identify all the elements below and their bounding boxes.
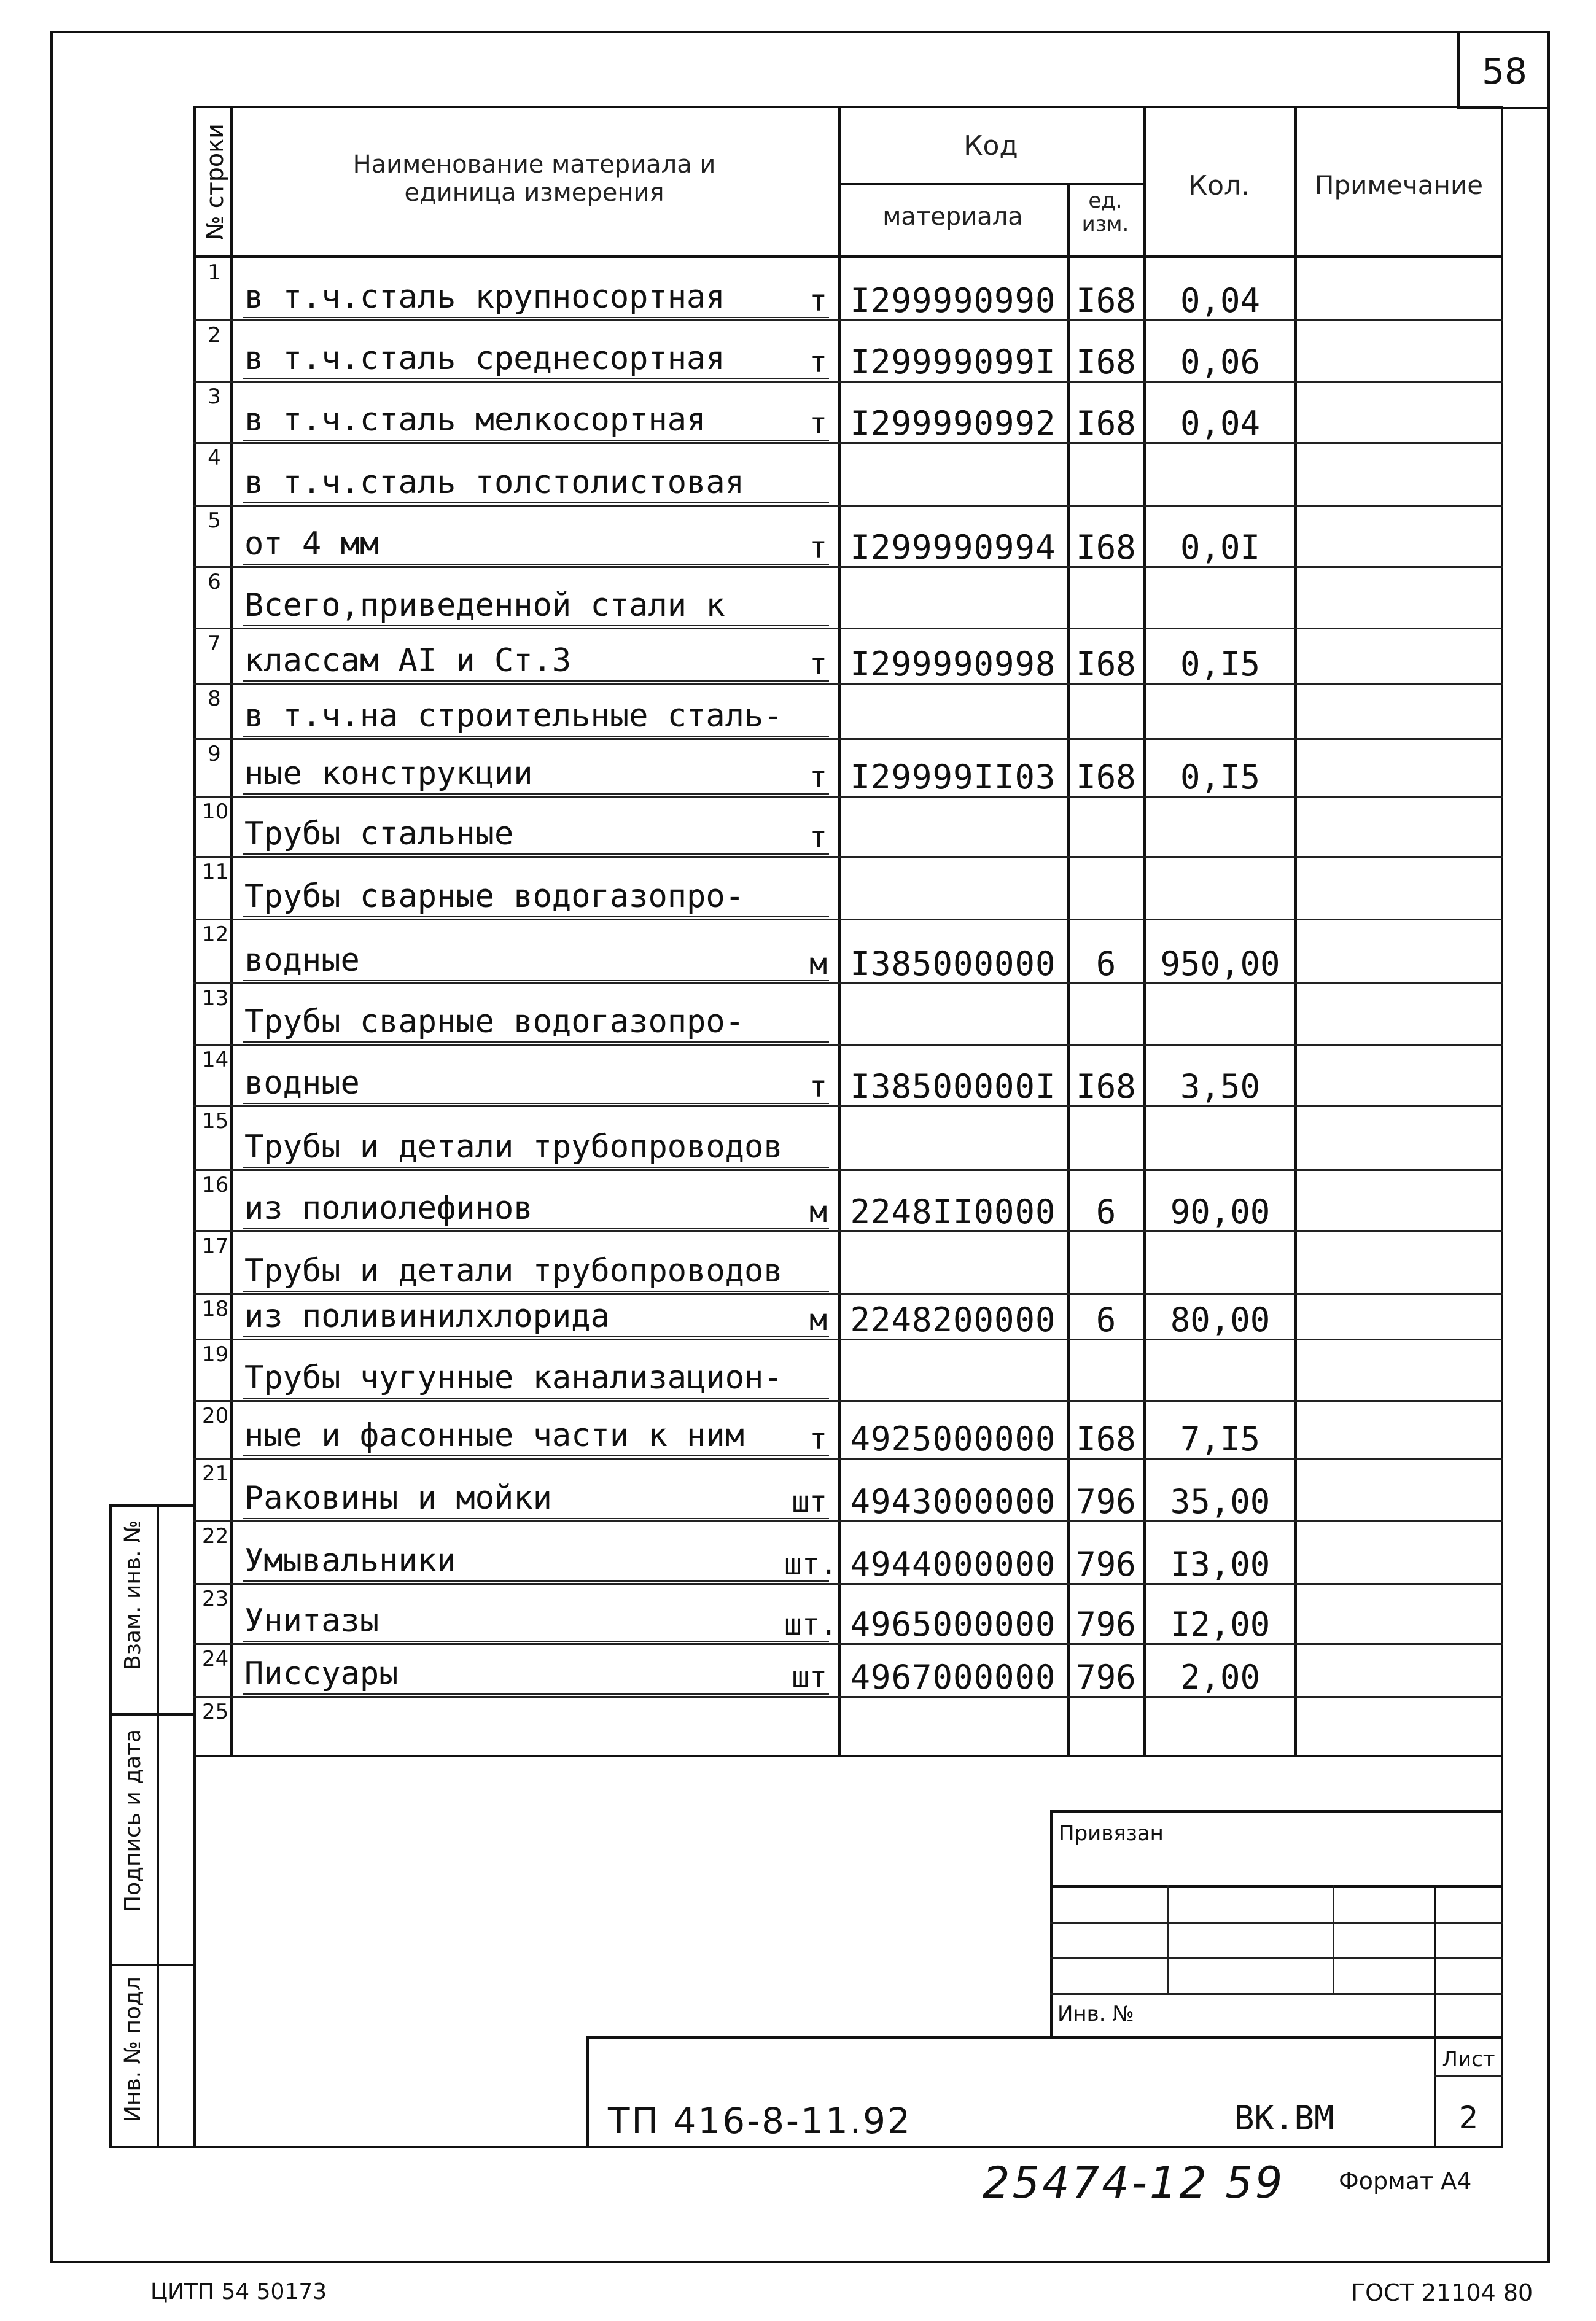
row-number: 2 bbox=[208, 323, 221, 348]
row-quantity: 2,00 bbox=[1180, 1658, 1261, 1697]
row-underline bbox=[243, 1518, 829, 1519]
row-material-name: ные и фасонные части к ним bbox=[244, 1417, 744, 1454]
row-material-name: Унитазы bbox=[244, 1603, 380, 1639]
row-underline bbox=[243, 793, 829, 795]
row-material-name: в т.ч.на строительные сталь- bbox=[244, 698, 783, 734]
header-qty: Кол. bbox=[1188, 170, 1250, 201]
row-unit-code: I68 bbox=[1076, 281, 1136, 320]
row-divider bbox=[193, 1230, 1503, 1232]
row-material-name: в т.ч.сталь среднесортная bbox=[244, 340, 725, 377]
header-code-material: материала bbox=[882, 203, 1023, 231]
row-material-name: из полиолефинов bbox=[244, 1190, 533, 1227]
row-underline bbox=[243, 1167, 829, 1168]
row-number: 21 bbox=[202, 1461, 229, 1486]
footer-format: Формат А4 bbox=[1339, 2167, 1472, 2195]
row-number: 20 bbox=[202, 1404, 229, 1428]
stamp-grid-col-2 bbox=[1333, 1885, 1334, 1993]
row-unit: т bbox=[809, 531, 827, 565]
row-divider bbox=[193, 1583, 1503, 1585]
row-underline bbox=[243, 1228, 829, 1229]
row-material-name: в т.ч.сталь крупносортная bbox=[244, 279, 725, 316]
row-number: 14 bbox=[202, 1048, 229, 1072]
row-divider bbox=[193, 856, 1503, 858]
row-divider bbox=[193, 1696, 1503, 1698]
row-divider bbox=[193, 738, 1503, 740]
row-quantity: 3,50 bbox=[1180, 1067, 1261, 1106]
header-code: Код bbox=[963, 130, 1018, 161]
row-divider bbox=[193, 1169, 1503, 1171]
row-number: 12 bbox=[202, 922, 229, 947]
side-label-inv-podl: Инв. № подл bbox=[120, 1977, 146, 2122]
row-number: 13 bbox=[202, 986, 229, 1011]
row-unit: шт. bbox=[784, 1547, 838, 1582]
row-divider bbox=[193, 796, 1503, 798]
row-number: 17 bbox=[202, 1234, 229, 1259]
row-material-code: I299990990 bbox=[850, 281, 1056, 320]
row-quantity: I2,00 bbox=[1170, 1605, 1271, 1644]
row-divider bbox=[193, 442, 1503, 444]
row-material-code: 2248II0000 bbox=[850, 1192, 1056, 1231]
row-underline bbox=[243, 564, 829, 565]
header-bottom-line bbox=[193, 255, 1503, 258]
row-divider bbox=[193, 505, 1503, 507]
row-quantity: 0,I5 bbox=[1180, 645, 1261, 683]
row-quantity: 950,00 bbox=[1160, 944, 1280, 983]
row-quantity: 35,00 bbox=[1170, 1482, 1271, 1521]
row-unit-code: I68 bbox=[1076, 645, 1136, 683]
row-divider bbox=[193, 1105, 1503, 1107]
side-bottom bbox=[109, 2146, 193, 2148]
row-unit: т bbox=[809, 760, 827, 795]
row-unit: м bbox=[809, 1303, 827, 1337]
row-number: 15 bbox=[202, 1109, 229, 1133]
row-unit: т bbox=[809, 1070, 827, 1104]
row-number: 10 bbox=[202, 799, 229, 824]
row-number: 19 bbox=[202, 1342, 229, 1367]
row-number: 7 bbox=[208, 631, 221, 656]
stamp-privyazan: Привязан bbox=[1059, 1821, 1164, 1846]
table-body-bottom bbox=[193, 1755, 1503, 1757]
row-quantity: 0,I5 bbox=[1180, 758, 1261, 796]
row-quantity: I3,00 bbox=[1170, 1545, 1271, 1584]
page-number-divider bbox=[1457, 31, 1460, 109]
header-note: Примечание bbox=[1314, 170, 1484, 200]
row-underline bbox=[243, 980, 829, 981]
row-material-code: 4967000000 bbox=[850, 1658, 1056, 1697]
header-row-no: № строки bbox=[201, 123, 228, 240]
row-unit-code: 796 bbox=[1076, 1482, 1136, 1521]
row-quantity: 0,04 bbox=[1180, 281, 1261, 320]
row-underline bbox=[243, 1291, 829, 1292]
row-underline bbox=[243, 1041, 829, 1043]
row-unit-code: I68 bbox=[1076, 758, 1136, 796]
row-material-code: 4943000000 bbox=[850, 1482, 1056, 1521]
side-div-2 bbox=[109, 1964, 193, 1966]
row-number: 3 bbox=[208, 384, 221, 409]
row-number: 22 bbox=[202, 1524, 229, 1549]
row-unit-code: I68 bbox=[1076, 1067, 1136, 1106]
side-label-vzam: Взам. инв. № bbox=[120, 1520, 146, 1670]
side-div-1 bbox=[109, 1713, 193, 1716]
row-divider bbox=[193, 1339, 1503, 1340]
row-material-name: классам AI и Ст.3 bbox=[244, 642, 572, 679]
row-unit-code: I68 bbox=[1076, 1420, 1136, 1458]
row-underline bbox=[243, 680, 829, 682]
row-material-name: ные конструкции bbox=[244, 755, 533, 792]
header-code-unit: ед. изм. bbox=[1081, 189, 1129, 236]
row-unit-code: 6 bbox=[1096, 1192, 1116, 1231]
row-underline bbox=[243, 317, 829, 318]
stamp-doc-code: ТП 416-8-11.92 bbox=[608, 2100, 912, 2142]
page-number: 58 bbox=[1482, 50, 1527, 92]
row-underline bbox=[243, 502, 829, 503]
row-unit-code: 6 bbox=[1096, 944, 1116, 983]
row-number: 23 bbox=[202, 1587, 229, 1611]
row-number: 6 bbox=[208, 570, 221, 594]
side-label-podpis: Подпись и дата bbox=[120, 1728, 146, 1912]
row-underline bbox=[243, 1103, 829, 1104]
row-material-code: I29999II03 bbox=[850, 758, 1056, 796]
row-material-name: из поливинилхлорида bbox=[244, 1298, 610, 1335]
row-material-code: I38500000I bbox=[850, 1067, 1056, 1106]
row-material-name: Писсуары bbox=[244, 1655, 399, 1692]
row-quantity: 80,00 bbox=[1170, 1300, 1271, 1339]
row-unit-code: 796 bbox=[1076, 1605, 1136, 1644]
row-divider bbox=[193, 319, 1503, 321]
row-material-name: Трубы стальные bbox=[244, 815, 514, 852]
row-divider bbox=[193, 1293, 1503, 1295]
side-col-mid bbox=[157, 1504, 159, 2148]
row-number: 16 bbox=[202, 1173, 229, 1197]
row-material-name: в т.ч.сталь толстолистовая bbox=[244, 464, 744, 501]
row-unit: шт. bbox=[784, 1608, 838, 1642]
row-number: 11 bbox=[202, 860, 229, 884]
row-divider bbox=[193, 381, 1503, 383]
stamp-privyazan-left bbox=[1050, 1810, 1053, 2037]
row-unit-code: I68 bbox=[1076, 343, 1136, 381]
row-unit: м bbox=[809, 947, 827, 981]
footer-left-code: ЦИТП 54 50173 bbox=[150, 2279, 327, 2304]
row-number: 24 bbox=[202, 1647, 229, 1671]
row-number: 8 bbox=[208, 686, 221, 711]
row-unit-code: 796 bbox=[1076, 1545, 1136, 1584]
row-divider bbox=[193, 1400, 1503, 1402]
row-material-code: 4965000000 bbox=[850, 1605, 1056, 1644]
stamp-section: ВК.ВМ bbox=[1234, 2099, 1334, 2137]
row-material-code: I299990992 bbox=[850, 404, 1056, 443]
row-divider bbox=[193, 919, 1503, 920]
row-number: 18 bbox=[202, 1297, 229, 1321]
row-material-name: Умывальники bbox=[244, 1542, 456, 1579]
footer-handwritten-number: 25474-12 59 bbox=[983, 2158, 1285, 2208]
row-number: 4 bbox=[208, 446, 221, 470]
footer-right-gost: ГОСТ 21104 80 bbox=[1351, 2279, 1533, 2306]
row-material-name: от 4 мм bbox=[244, 526, 380, 562]
row-quantity: 0,06 bbox=[1180, 343, 1261, 381]
row-material-name: Всего,приведенной стали к bbox=[244, 587, 725, 624]
row-underline bbox=[243, 916, 829, 917]
row-underline bbox=[243, 1455, 829, 1456]
col-line-num bbox=[230, 106, 233, 1757]
row-number: 9 bbox=[208, 742, 221, 766]
stamp-main-left bbox=[586, 2036, 589, 2148]
row-underline bbox=[243, 736, 829, 737]
row-number: 5 bbox=[208, 508, 221, 533]
row-unit-code: I68 bbox=[1076, 404, 1136, 443]
row-divider bbox=[193, 1643, 1503, 1645]
row-unit: т bbox=[809, 406, 827, 441]
row-material-code: I385000000 bbox=[850, 944, 1056, 983]
row-underline bbox=[243, 440, 829, 441]
stamp-main-top bbox=[586, 2036, 1503, 2039]
row-divider bbox=[193, 1044, 1503, 1046]
row-divider bbox=[193, 628, 1503, 629]
row-material-code: I299990998 bbox=[850, 645, 1056, 683]
row-underline bbox=[243, 378, 829, 379]
row-underline bbox=[243, 1336, 829, 1337]
row-unit: т bbox=[809, 647, 827, 682]
row-material-code: 2248200000 bbox=[850, 1300, 1056, 1339]
row-underline bbox=[243, 853, 829, 855]
row-quantity: 0,04 bbox=[1180, 404, 1261, 443]
row-underline bbox=[243, 1693, 829, 1695]
row-material-name: водные bbox=[244, 942, 360, 979]
row-material-name: Раковины и мойки bbox=[244, 1480, 552, 1517]
row-material-code: 4925000000 bbox=[850, 1420, 1056, 1458]
row-underline bbox=[243, 625, 829, 626]
row-material-name: в т.ч.сталь мелкосортная bbox=[244, 402, 706, 438]
row-material-name: Трубы и детали трубопроводов bbox=[244, 1129, 783, 1165]
stamp-privyazan-top bbox=[1050, 1810, 1503, 1813]
row-unit: шт bbox=[792, 1660, 827, 1695]
stamp-sheet-number: 2 bbox=[1458, 2100, 1479, 2136]
row-underline bbox=[243, 1580, 829, 1582]
stamp-sheet-divider bbox=[1434, 2075, 1503, 2077]
row-divider bbox=[193, 982, 1503, 984]
row-material-code: I29999099I bbox=[850, 343, 1056, 381]
row-unit: т bbox=[809, 820, 827, 855]
row-number: 1 bbox=[208, 260, 221, 285]
row-unit: т bbox=[809, 345, 827, 379]
side-top bbox=[109, 1504, 193, 1507]
stamp-sheet-label: Лист bbox=[1442, 2047, 1495, 2072]
row-unit-code: 6 bbox=[1096, 1300, 1116, 1339]
row-underline bbox=[243, 1641, 829, 1642]
row-divider bbox=[193, 566, 1503, 568]
row-underline bbox=[243, 1398, 829, 1399]
row-divider bbox=[193, 1458, 1503, 1460]
row-quantity: 7,I5 bbox=[1180, 1420, 1261, 1458]
code-subheader-line bbox=[838, 183, 1143, 185]
row-quantity: 90,00 bbox=[1170, 1192, 1271, 1231]
row-unit-code: 796 bbox=[1076, 1658, 1136, 1697]
row-quantity: 0,0I bbox=[1180, 528, 1261, 567]
row-material-code: 4944000000 bbox=[850, 1545, 1056, 1584]
stamp-grid-col-1 bbox=[1167, 1885, 1169, 1993]
row-number: 25 bbox=[202, 1700, 229, 1724]
row-unit: т bbox=[809, 1422, 827, 1456]
row-material-name: Трубы сварные водогазопро- bbox=[244, 878, 744, 915]
row-unit-code: I68 bbox=[1076, 528, 1136, 567]
stamp-inv-no: Инв. № bbox=[1057, 2002, 1134, 2026]
row-divider bbox=[193, 1520, 1503, 1522]
row-material-name: Трубы сварные водогазопро- bbox=[244, 1003, 744, 1040]
side-col-left bbox=[109, 1504, 112, 2148]
row-divider bbox=[193, 683, 1503, 685]
row-material-name: Трубы чугунные канализацион- bbox=[244, 1359, 783, 1396]
row-unit: шт bbox=[792, 1485, 827, 1519]
row-unit: т bbox=[809, 284, 827, 318]
row-unit: м bbox=[809, 1195, 827, 1229]
row-material-code: I299990994 bbox=[850, 528, 1056, 567]
row-material-name: Трубы и детали трубопроводов bbox=[244, 1253, 783, 1289]
header-name: Наименование материала и единица измерения bbox=[352, 150, 716, 207]
row-material-name: водные bbox=[244, 1065, 360, 1102]
